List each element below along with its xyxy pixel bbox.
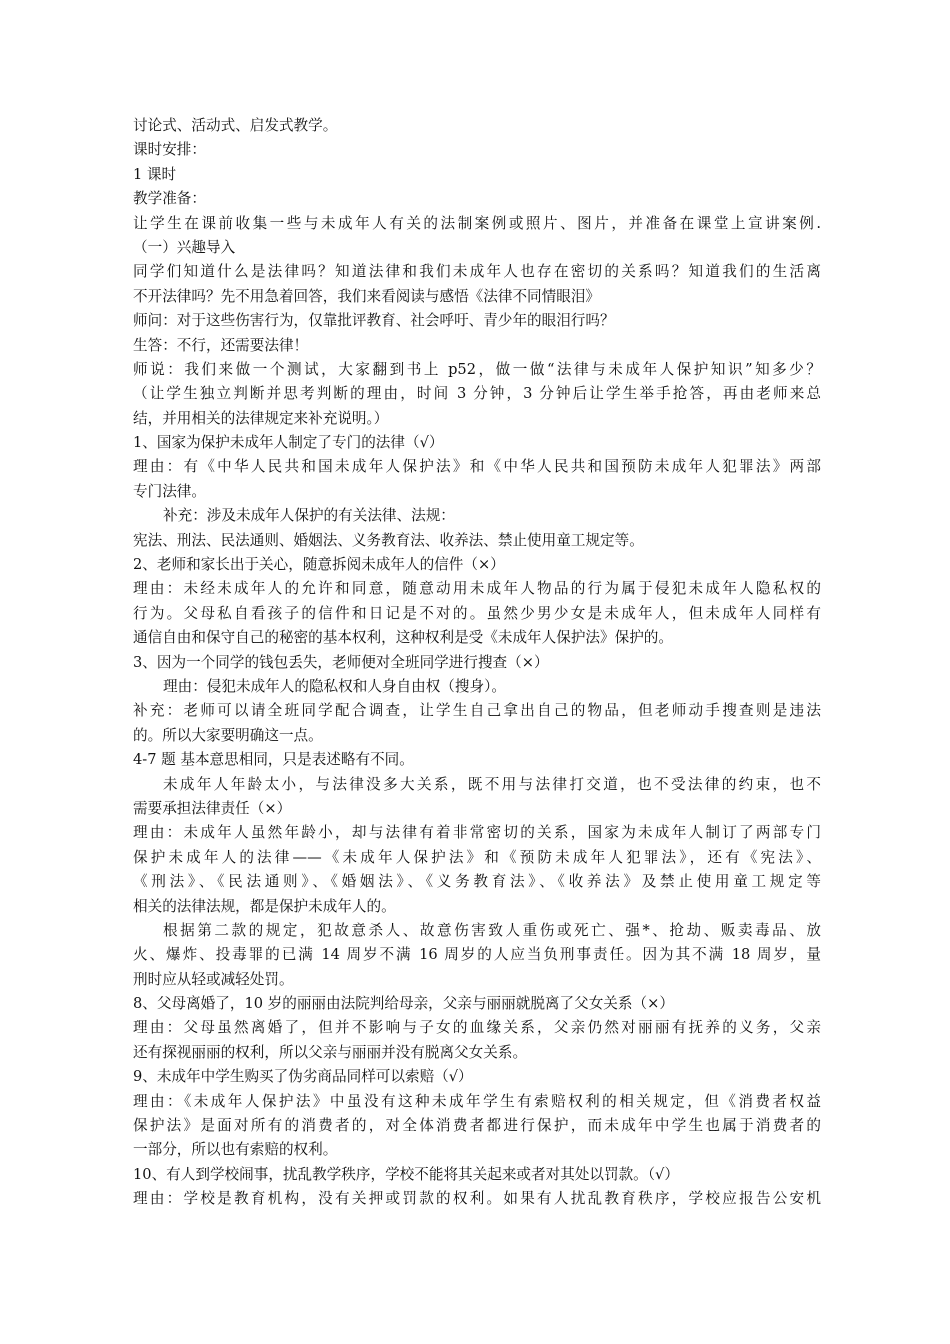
text-line: 理由：有《中华人民共和国未成年人保护法》和《中华人民共和国预防未成年人犯罪法》两部 xyxy=(133,458,821,476)
text-line: 补充：老师可以请全班同学配合调查，让学生自己拿出自己的物品，但老师动手搜查则是违法 xyxy=(133,702,821,720)
text-line: 结，并用相关的法律规定来补充说明。） xyxy=(133,409,389,427)
text-line: 根据第二款的规定，犯故意杀人、故意伤害致人重伤或死亡、强*、抢劫、贩卖毒品、放 xyxy=(163,921,821,939)
text-line: 理由：侵犯未成年人的隐私权和人身自由权（搜身）。 xyxy=(163,677,506,695)
text-line: （一）兴趣导入 xyxy=(133,238,236,256)
text-line: 8、父母离婚了，10 岁的丽丽由法院判给母亲，父亲与丽丽就脱离了父女关系（×） xyxy=(133,995,674,1013)
text-line: 理由：父母虽然离婚了，但并不影响与子女的血缘关系，父亲仍然对丽丽有抚养的义务，父亲 xyxy=(133,1019,821,1037)
text-line: 师问：对于这些伤害行为，仅靠批评教育、社会呼吁、青少年的眼泪行吗？ xyxy=(133,312,615,330)
text-line: 火、爆炸、投毒罪的已满 14 周岁不满 16 周岁的人应当负刑事责任。因为其不满 18 周岁，量 xyxy=(133,946,821,964)
text-line: 生答：不行，还需要法律！ xyxy=(133,336,309,354)
text-line: 2、老师和家长出于关心，随意拆阅未成年人的信件（×） xyxy=(133,556,505,574)
text-line: 一部分，所以也有索赔的权利。 xyxy=(133,1141,338,1159)
text-line: 未成年人年龄太小，与法律没多大关系，既不用与法律打交道，也不受法律的约束，也不 xyxy=(163,775,821,793)
text-line: 刑时应从轻或减轻处罚。 xyxy=(133,970,294,988)
text-line: 1 课时 xyxy=(133,165,177,183)
text-line: 1、国家为保护未成年人制定了专门的法律（√） xyxy=(133,434,444,452)
text-line: 理由：未成年人虽然年龄小，却与法律有着非常密切的关系，国家为未成年人制订了两部专门 xyxy=(133,824,821,842)
text-line: 不开法律吗？先不用急着回答，我们来看阅读与感悟《法律不同情眼泪》 xyxy=(133,287,601,305)
text-line: 宪法、刑法、民法通则、婚姻法、义务教育法、收养法、禁止使用童工规定等。 xyxy=(133,531,644,549)
text-line: 相关的法律法规，都是保护未成年人的。 xyxy=(133,897,396,915)
text-line: 3、因为一个同学的钱包丢失，老师便对全班同学进行搜查（×） xyxy=(133,653,549,671)
text-line: （让学生独立判断并思考判断的理由，时间 3 分钟，3 分钟后让学生举手抢答，再由老师来总 xyxy=(133,385,821,403)
text-line: 课时安排： xyxy=(133,141,206,159)
text-line: 讨论式、活动式、启发式教学。 xyxy=(133,117,338,134)
text-line: 补充：涉及未成年人保护的有关法律、法规： xyxy=(163,507,455,525)
text-line: 通信自由和保守自己的秘密的基本权利，这种权利是受《未成年人保护法》保护的。 xyxy=(133,629,673,647)
text-line: 理由：学校是教育机构，没有关押或罚款的权利。如果有人扰乱教育秩序，学校应报告公安机 xyxy=(133,1190,821,1208)
text-line: 需要承担法律责任（×） xyxy=(133,799,292,817)
text-line: 的。所以大家要明确这一点。 xyxy=(133,726,323,744)
text-line: 4-7 题 基本意思相同，只是表述略有不同。 xyxy=(133,751,414,769)
text-line: 行为。父母私自看孩子的信件和日记是不对的。虽然少男少女是未成年人，但未成年人同样有 xyxy=(133,604,821,622)
text-line: 同学们知道什么是法律吗？知道法律和我们未成年人也存在密切的关系吗？知道我们的生活离 xyxy=(133,263,821,281)
text-line: 让学生在课前收集一些与未成年人有关的法制案例或照片、图片，并准备在课堂上宣讲案例. xyxy=(133,214,821,232)
text-line: 10、有人到学校闹事，扰乱教学秩序，学校不能将其关起来或者对其处以罚款。（√） xyxy=(133,1165,679,1183)
text-line: 保护法》是面对所有的消费者的，对全体消费者都进行保护，而未成年中学生也属于消费者的 xyxy=(133,1117,821,1135)
text-line: 还有探视丽丽的权利，所以父亲与丽丽并没有脱离父女关系。 xyxy=(133,1043,528,1061)
text-line: 9、未成年中学生购买了伪劣商品同样可以索赔（√） xyxy=(133,1068,473,1086)
document-body xyxy=(133,114,821,1212)
text-line: 保护未成年人的法律——《未成年人保护法》和《预防未成年人犯罪法》，还有《宪法》、 xyxy=(133,848,821,866)
text-line: 教学准备： xyxy=(133,190,206,208)
text-line: 理由：未经未成年人的允许和同意，随意动用未成年人物品的行为属于侵犯未成年人隐私权的 xyxy=(133,580,821,598)
text-line: 理由：《未成年人保护法》中虽没有这种未成年学生有索赔权利的相关规定，但《消费者权益 xyxy=(133,1092,821,1110)
text-line: 《刑法》、《民法通则》、《婚姻法》、《义务教育法》、《收养法》及禁止使用童工规定等 xyxy=(133,873,821,891)
text-line: 师说：我们来做一个测试，大家翻到书上 p52，做一做“法律与未成年人保护知识”知多少？ xyxy=(133,360,821,378)
text-line: 专门法律。 xyxy=(133,482,206,500)
